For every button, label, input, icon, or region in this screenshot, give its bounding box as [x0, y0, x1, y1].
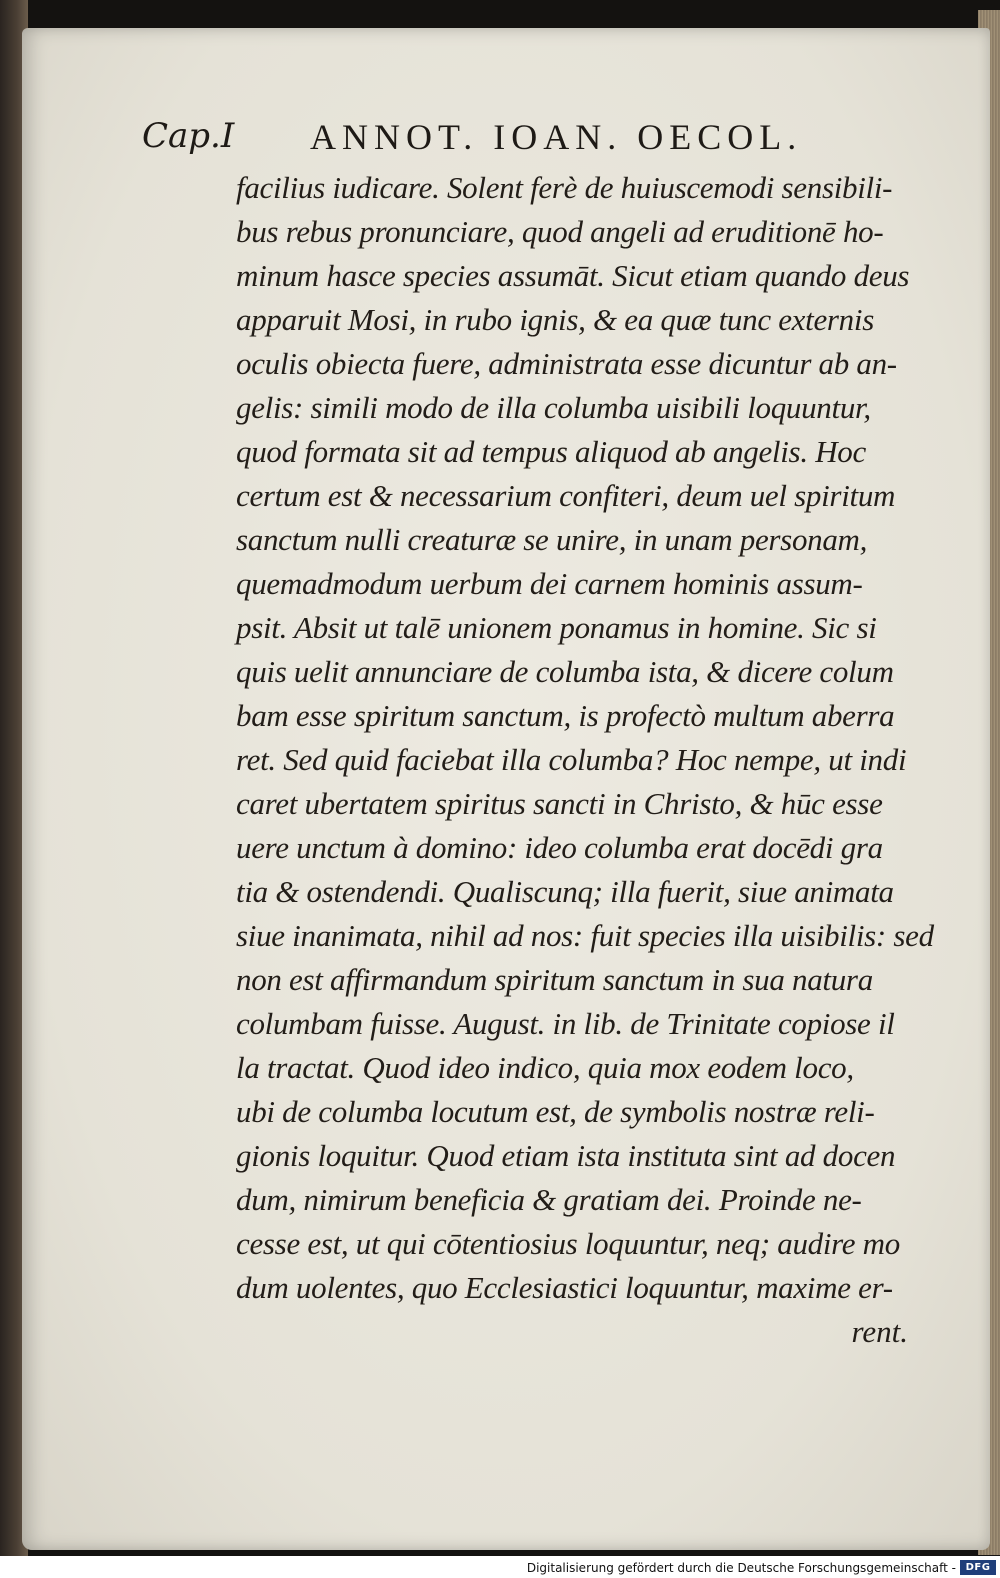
catchword: rent.: [851, 1314, 908, 1349]
text-line: quemadmodum uerbum dei carnem hominis assum-: [236, 566, 863, 601]
text-line: dum, nimirum beneficia & gratiam dei. Proinde ne-: [236, 1182, 862, 1217]
text-line: oculis obiecta fuere, administrata esse dicuntur ab an-: [236, 346, 897, 381]
text-line: la tractat. Quod ideo indico, quia mox eodem loco,: [236, 1050, 854, 1085]
text-line: minum hasce species assumāt. Sicut etiam quando deus: [236, 258, 910, 293]
text-line: certum est & necessarium confiteri, deum uel spiritum: [236, 478, 896, 513]
text-line: bus rebus pronunciare, quod angeli ad eruditionē ho-: [236, 214, 884, 249]
text-line: ubi de columba locutum est, de symbolis nostræ reli-: [236, 1094, 875, 1129]
running-title: ANNOT. IOAN. OECOL.: [310, 117, 803, 157]
text-line: columbam fuisse. August. in lib. de Trinitate copiose il: [236, 1006, 895, 1041]
text-line: dum uolentes, quo Ecclesiastici loquuntur, maxime er-: [236, 1270, 893, 1305]
text-line: cesse est, ut qui cōtentiosius loquuntur, neq; audire mo: [236, 1226, 900, 1261]
funding-credit: Digitalisierung gefördert durch die Deutsche Forschungsgemeinschaft -: [526, 1561, 956, 1575]
text-line: ret. Sed quid faciebat illa columba? Hoc nempe, ut indi: [236, 742, 907, 777]
text-line: gionis loquitur. Quod etiam ista instituta sint ad docen: [236, 1138, 896, 1173]
text-line: psit. Absit ut talē unionem ponamus in homine. Sic si: [236, 610, 877, 645]
text-line: uere unctum à domino: ideo columba erat docēdi gra: [236, 830, 883, 865]
text-line: facilius iudicare. Solent ferè de huiuscemodi sensibili-: [236, 170, 893, 205]
text-line: gelis: simili modo de illa columba uisibili loquuntur,: [236, 390, 871, 425]
text-line: caret ubertatem spiritus sancti in Christo, & hūc esse: [236, 786, 883, 821]
text-line: tia & ostendendi. Qualiscunq; illa fuerit, siue animata: [236, 874, 894, 909]
text-line: bam esse spiritum sanctum, is profectò multum aberra: [236, 698, 895, 733]
text-line: non est affirmandum spiritum sanctum in sua natura: [236, 962, 873, 997]
body-text: [236, 166, 936, 1354]
book-page: [22, 28, 990, 1550]
running-head: [22, 116, 990, 170]
text-line: quod formata sit ad tempus aliquod ab angelis. Hoc: [236, 434, 866, 469]
digitization-footer: [0, 1556, 1000, 1578]
text-line: sanctum nulli creaturæ se unire, in unam personam,: [236, 522, 868, 557]
text-line: apparuit Mosi, in rubo ignis, & ea quæ tunc externis: [236, 302, 874, 337]
text-line: siue inanimata, nihil ad nos: fuit species illa uisibilis: sed: [236, 918, 934, 953]
chapter-label: Cap.I: [142, 116, 235, 156]
text-line: quis uelit annunciare de columba ista, & dicere colum: [236, 654, 894, 689]
dfg-logo: DFG: [960, 1560, 996, 1575]
